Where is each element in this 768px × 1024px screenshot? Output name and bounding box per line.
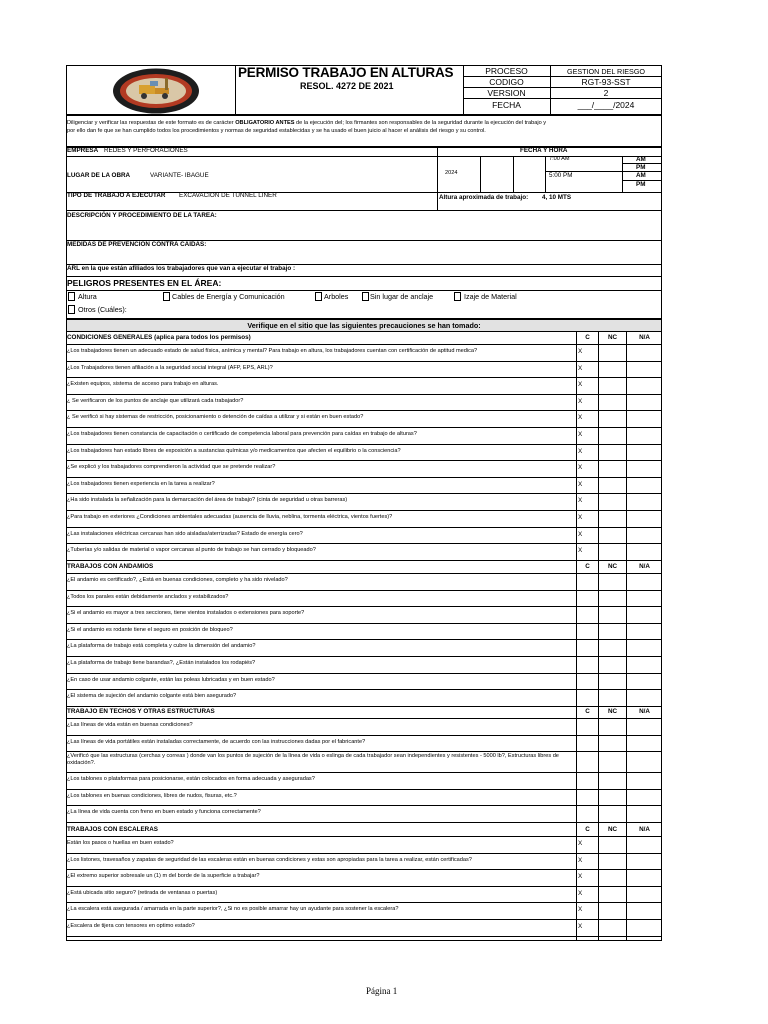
col-header-na: N/A: [639, 334, 650, 341]
altura-checkbox[interactable]: [68, 292, 75, 301]
otros-option: Otros (Cuáles):: [78, 305, 127, 314]
compliant-mark[interactable]: X: [578, 889, 583, 897]
compliant-mark[interactable]: X: [578, 480, 583, 488]
sin-anclaje-checkbox[interactable]: [362, 292, 369, 301]
checklist-question: ¿Los trabajadores tienen experiencia en la tarea a realizar?: [67, 480, 215, 487]
compliant-mark[interactable]: X: [578, 923, 583, 930]
sin-anclaje-option: Sin lugar de anclaje: [370, 292, 434, 301]
checklist-question: ¿Para trabajo en exteriores ¿Condiciones ambientales adecuadas (ausencia de lluvia, neblina, tormenta eléctrica, vientos fuertes)?: [67, 514, 393, 520]
col-header-c: C: [585, 563, 590, 570]
col-header-nc: NC: [607, 563, 618, 570]
codigo-value: RGT-93-SST: [581, 77, 631, 87]
form-resolution: RESOL. 4272 DE 2021: [300, 81, 394, 91]
checklist-question: ¿ Se verificaron de los puntos de anclaje que utilizará cada trabajador?: [67, 397, 244, 404]
codigo-label: CODIGO: [489, 77, 524, 87]
col-header-na: N/A: [639, 563, 650, 570]
checklist-question: ¿Los trabajadores tienen constancia de capacitación o certificado de competencia laboral para prevención para caídas en trabajo de alturas?: [67, 431, 417, 437]
checklist-question: ¿Las líneas de vida portátiles están instaladas correctamente, de acuerdo con las instrucciones dadas por el fabricante?: [67, 738, 366, 745]
tipo-value[interactable]: EXCAVACION DE TUNNEL LINER: [179, 192, 277, 199]
checklist-question: ¿Está ubicada sitio seguro? (retirada de ventanas o puertas): [67, 889, 218, 896]
checklist-question: ¿Los tablones en buenas condiciones, libres de nudos, fisuras, etc.?: [67, 792, 237, 799]
instructions-line2: por ello dan fe que se han cumplido todos los procedimientos y normas de seguridad establecidas y se ha usado el buen juicio al hacer el análisis del riesgo y su control.: [67, 128, 486, 134]
compliant-mark[interactable]: X: [578, 364, 583, 372]
lugar-value[interactable]: VARIANTE- IBAGUE: [150, 172, 209, 179]
hora-fin[interactable]: 5:00 PM: [549, 172, 573, 179]
compliant-mark[interactable]: X: [578, 856, 583, 864]
checklist-question: ¿Los trabajadores han estado libres de exposición a sustancias químicas y/o medicamentos que afecten el equilibrio o la consciencia?: [67, 447, 401, 454]
col-header-c: C: [585, 826, 590, 833]
checklist-question: ¿Tuberías y/o salidas de material o vapor cercanas al punto de trabajo se han cerrado y bloqueado?: [67, 547, 316, 554]
col-header-nc: NC: [607, 708, 618, 715]
izaje-checkbox[interactable]: [454, 292, 461, 301]
col-header-c: C: [585, 334, 590, 341]
fecha-hora-label: FECHA Y HORA: [520, 147, 568, 154]
arboles-option: Arboles: [324, 292, 349, 301]
checklist-question: ¿La escalera está asegurada / amarrada en la parte superior?, ¿Si no es posible amarrar hay un ayudante para sostener la escalera?: [67, 906, 399, 913]
checklist-question: ¿Escalera de tijera con tensores en optimo estado?: [67, 923, 195, 929]
peligros-title: PELIGROS PRESENTES EN EL ÁREA:: [67, 278, 222, 288]
checklist-question: ¿Todos los parales están debidamente anclados y estabilizados?: [67, 593, 229, 600]
year-value[interactable]: 2024: [445, 170, 458, 176]
checklist-question: ¿Ha sido instalada la señalización para la demarcación del área de trabajo? (cinta de seguridad u otras barreras): [67, 497, 348, 504]
checklist-question: ¿ Se verificó si hay sistemas de restricción, posicionamiento o detención de caídas a utilizar y si están en buen estado?: [67, 414, 364, 421]
proceso-value: GESTION DEL RIESGO: [566, 67, 645, 76]
cables-checkbox[interactable]: [163, 292, 170, 301]
section-title: TRABAJO EN TECHOS Y OTRAS ESTRUCTURAS: [67, 708, 215, 715]
checklist-question: Están los pasos o huellas en buen estado?: [67, 840, 174, 846]
pm-label-1: PM: [636, 164, 646, 171]
checklist-question: ¿El andamio es certificado?, ¿Está en buenas condiciones, completo y ha sido nivelado?: [67, 577, 288, 583]
cables-option: Cables de Energía y Comunicación: [172, 292, 285, 301]
section-title: TRABAJOS CON ANDAMIOS: [67, 563, 154, 570]
arboles-checkbox[interactable]: [315, 292, 322, 301]
col-header-c: C: [585, 708, 590, 715]
compliant-mark[interactable]: X: [578, 547, 583, 555]
compliant-mark[interactable]: X: [578, 464, 583, 472]
proceso-label: PROCESO: [485, 66, 528, 76]
checklist-question: ¿Los trabajadores tienen un adecuado estado de salud física, anímica y mental? Para trabajo en altura, los trabajadores cuentan con certificación de aptitud medica?: [67, 348, 478, 354]
col-header-nc: NC: [607, 334, 618, 341]
compliant-mark[interactable]: X: [578, 431, 583, 438]
empresa-value[interactable]: REDES Y PERFORACIONES: [104, 147, 188, 154]
col-header-na: N/A: [639, 708, 650, 715]
checklist-question: ¿Las instalaciones eléctricas cercanas han sido aisladas/aterrizadas? Estado de energía cero?: [67, 530, 303, 537]
checklist-question: ¿La plataforma de trabajo tiene barandas?, ¿Están instalados los rodapiés?: [67, 660, 256, 666]
section-title: TRABAJOS CON ESCALERAS: [67, 826, 158, 833]
empresa-label: EMPRESA: [67, 147, 99, 154]
compliant-mark[interactable]: X: [578, 840, 583, 847]
compliant-mark[interactable]: X: [578, 906, 583, 914]
col-header-na: N/A: [639, 826, 650, 833]
checklist-question: ¿La plataforma de trabajo está completa y cubre la dimensión del andamio?: [67, 643, 256, 650]
lugar-label: LUGAR DE LA OBRA: [67, 172, 131, 179]
compliant-mark[interactable]: X: [578, 873, 583, 881]
checklist-question: ¿Los Trabajadores tienen afiliación a la seguridad social integral (AFP, EPS, ARL)?: [67, 364, 273, 371]
checklist-question: ¿El sistema de sujeción del andamio colgante está bien asegurado?: [67, 693, 237, 700]
compliant-mark[interactable]: X: [578, 397, 583, 405]
version-label: VERSION: [487, 88, 526, 98]
checklist-question: ¿Si el andamio es rodante tiene el seguro en posición de bloqueo?: [67, 626, 233, 633]
tipo-label: TIPO DE TRABAJO A EJECUTAR: [67, 192, 166, 199]
checklist-question: ¿Existen equipos, sistema de acceso para trabajo en alturas.: [67, 381, 219, 388]
arl-label: ARL en la que están afiliados los trabajadores que van a ejecutar el trabajo :: [67, 265, 296, 272]
compliant-mark[interactable]: X: [578, 530, 583, 538]
form-title: PERMISO TRABAJO EN ALTURAS: [238, 65, 454, 80]
version-value: 2: [603, 88, 609, 98]
checklist-question: ¿El extremo superior sobresale un (1) m del borde de la superficie a trabajar?: [67, 873, 260, 880]
otros-checkbox[interactable]: [68, 305, 75, 314]
compliant-mark[interactable]: X: [578, 348, 583, 355]
page-number: Página 1: [366, 986, 398, 996]
checklist-question: ¿Los tablones o plataformas para posicionarse, están colocados en forma adecuada y aseguradas?: [67, 776, 315, 783]
am-label-2: AM: [636, 172, 646, 179]
checklist-question: ¿Se explicó y los trabajadores comprendieron la actividad que se pretende realizar?: [67, 464, 276, 471]
altura-label: Altura aproximada de trabajo:: [439, 194, 529, 201]
verify-title: Verifique en el sitio que las siguientes precauciones se han tomado:: [247, 321, 481, 330]
checklist-question: ¿Los listones, travesaños y zapatas de seguridad de las escaleras están en buenas condiciones y estas son apropiadas para la tarea a realizar, están certificadas?: [67, 856, 472, 863]
descripcion-label: DESCRIPCIÓN Y PROCEDIMIENTO DE LA TAREA:: [67, 212, 217, 219]
checklist-question: ¿La línea de vida cuenta con freno en buen estado y funciona correctamente?: [67, 809, 261, 816]
hora-inicio[interactable]: 7:00 AM: [549, 156, 570, 162]
medidas-label: MEDIDAS DE PREVENCION CONTRA CAIDAS:: [67, 241, 207, 248]
pm-label-2: PM: [636, 181, 646, 188]
checklist-question: ¿Si el andamio es mayor a tres secciones, tiene vientos instalados o extensiones para soporte?: [67, 610, 305, 617]
am-label-1: AM: [636, 156, 646, 163]
compliant-mark[interactable]: X: [578, 514, 583, 521]
section-title: CONDICIONES GENERALES (aplica para todos los permisos): [67, 334, 251, 341]
compliant-mark[interactable]: X: [578, 447, 583, 455]
izaje-option: Izaje de Material: [464, 292, 517, 301]
fecha-label: FECHA: [492, 100, 521, 110]
altura-option: Altura: [78, 292, 97, 301]
checklist-question: ¿En caso de usar andamio colgante, están las poleas lubricadas y en buen estado?: [67, 676, 275, 683]
col-header-nc: NC: [607, 826, 618, 833]
altura-value[interactable]: 4, 10 MTS: [542, 194, 572, 201]
company-logo: [112, 68, 200, 114]
compliant-mark[interactable]: X: [578, 497, 583, 505]
checklist-question: ¿Verificó que las estructuras (cerchas y correas ) donde van los puntos de sujeción de la línea de vida o eslinga de cada trabajador sean independientes y resistentes - 5000 lb?, Estructuras libres de oxidación?.: [67, 753, 559, 766]
checklist-question: ¿Las líneas de vida están en buenas condiciones?: [67, 722, 193, 728]
fecha-value[interactable]: ___/____/2024: [577, 100, 635, 110]
instructions-line1: Diligenciar y verificar las respuestas de este formato es de carácter OBLIGATORIO ANTES de la ejecución del; los firmantes son responsables de la seguridad durante la ejecución del trabajo y: [67, 120, 547, 126]
compliant-mark[interactable]: X: [578, 414, 583, 422]
compliant-mark[interactable]: X: [578, 381, 583, 389]
